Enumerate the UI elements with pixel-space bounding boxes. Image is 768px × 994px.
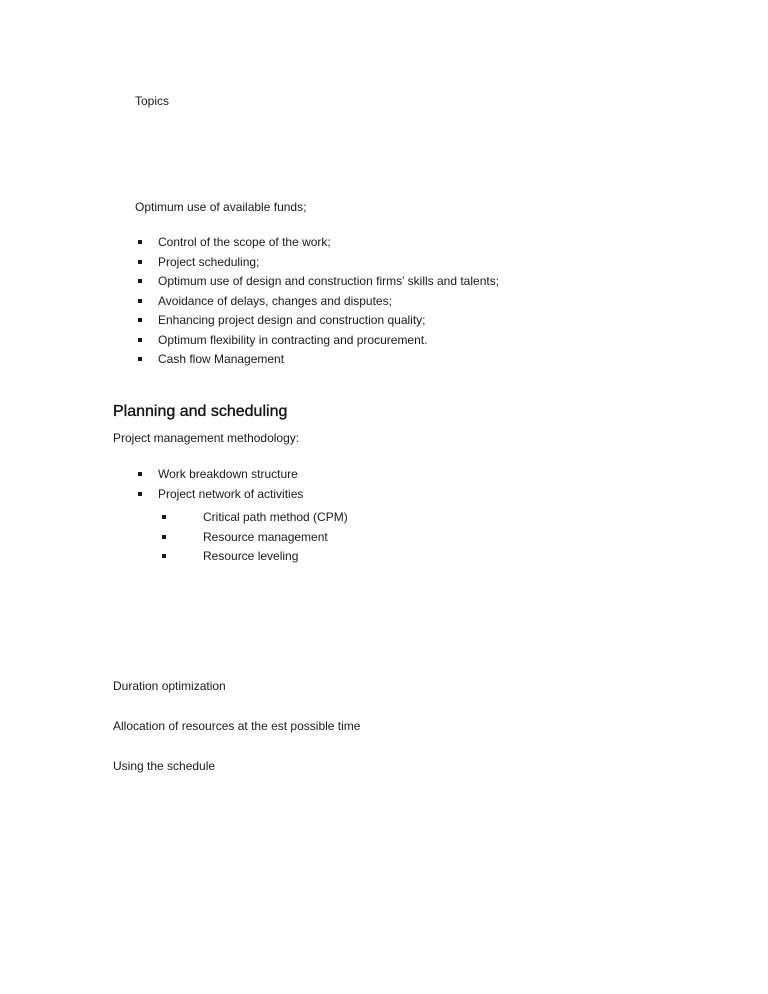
list-item [158,255,499,275]
square-bullet-icon [138,279,142,283]
square-bullet-icon [138,357,142,361]
list-item-text: Avoidance of delays, changes and disputes; [158,293,392,308]
list-item [158,313,499,333]
list-item-text: Enhancing project design and construction quality; [158,313,426,327]
list-item [203,510,348,530]
methodology-label: Project management methodology: [113,431,300,445]
square-bullet-icon [138,338,142,342]
list-item-text: Project network of activities [158,486,304,501]
list-item [203,530,348,550]
list-item-text: Cash flow Management [158,352,285,366]
square-bullet-icon [138,472,142,476]
list-item [158,467,303,487]
allocation-text: Allocation of resources at the est possible time [113,719,361,733]
list-item-text: Critical path method (CPM) [203,510,348,524]
list-item [158,352,499,372]
objectives-list [158,235,499,372]
list-item-text: Optimum use of design and construction firms’ skills and talents; [158,274,500,288]
network-sublist [203,510,348,569]
list-item-text: Work breakdown structure [158,467,298,481]
duration-text: Duration optimization [113,679,226,693]
square-bullet-icon [162,554,166,558]
intro-text: Optimum use of available funds; [135,200,307,214]
list-item [158,274,499,294]
square-bullet-icon [138,260,142,264]
list-item [203,549,348,569]
section-heading: Planning and scheduling [113,403,288,420]
square-bullet-icon [138,240,142,244]
list-item [158,333,499,353]
list-item-text: Control of the scope of the work; [158,235,331,249]
square-bullet-icon [162,515,166,519]
list-item [158,235,499,255]
schedule-text: Using the schedule [113,759,216,773]
list-item-text: Optimum flexibility in contracting and procurement. [158,332,428,347]
topics-label: Topics [135,94,170,108]
square-bullet-icon [138,318,142,322]
methodology-list [158,467,303,506]
list-item [158,294,499,314]
square-bullet-icon [138,492,142,496]
square-bullet-icon [138,299,142,303]
list-item-text: Resource management [203,529,328,544]
square-bullet-icon [162,535,166,539]
list-item [158,487,303,507]
list-item-text: Resource leveling [203,549,299,563]
list-item-text: Project scheduling; [158,254,260,269]
